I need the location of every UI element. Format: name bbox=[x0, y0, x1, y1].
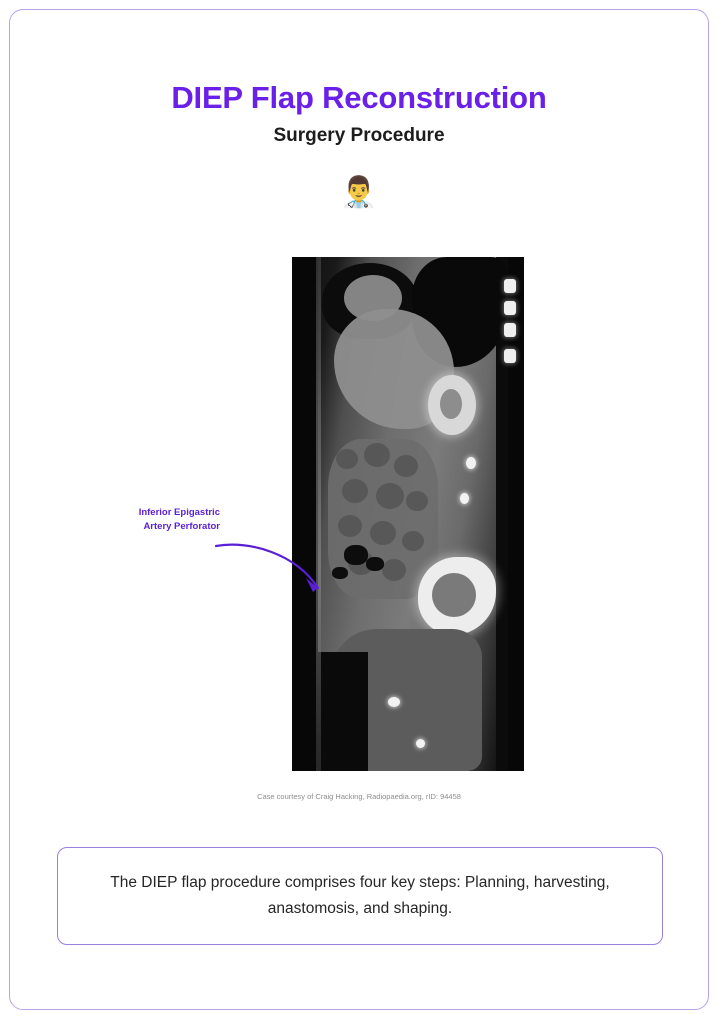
page-title: DIEP Flap Reconstruction bbox=[171, 80, 547, 115]
bowel-gas bbox=[366, 557, 384, 571]
vessel bbox=[460, 493, 469, 504]
vertebra bbox=[504, 323, 516, 337]
pelvic-bone-marrow bbox=[432, 573, 476, 617]
vessel bbox=[388, 697, 400, 707]
doctor-emoji-wrap bbox=[10, 170, 708, 220]
slide-page bbox=[9, 9, 709, 1010]
bowel-gas bbox=[344, 545, 368, 565]
vertebra bbox=[504, 279, 516, 293]
vertebra bbox=[504, 301, 516, 315]
page-subtitle: Surgery Procedure bbox=[273, 125, 445, 146]
left-background bbox=[292, 257, 318, 771]
image-credit: Case courtesy of Craig Hacking, Radiopaedia.org, rID: 94458 bbox=[257, 792, 461, 801]
vessel bbox=[416, 739, 425, 748]
bowel-gas bbox=[332, 567, 348, 579]
ct-scan-image bbox=[292, 257, 524, 771]
summary-callout: The DIEP flap procedure comprises four key steps: Planning, harvesting, anastomosis, and shaping. bbox=[57, 847, 663, 945]
doctor-emoji: 👨‍⚕️ bbox=[340, 176, 378, 209]
skin-line bbox=[316, 257, 321, 771]
vertebra bbox=[504, 349, 516, 363]
annotation-label: Inferior Epigastric Artery Perforator bbox=[138, 507, 220, 532]
bright-organ-core bbox=[440, 389, 462, 419]
vessel bbox=[466, 457, 476, 469]
ct-scan-render bbox=[292, 257, 524, 771]
